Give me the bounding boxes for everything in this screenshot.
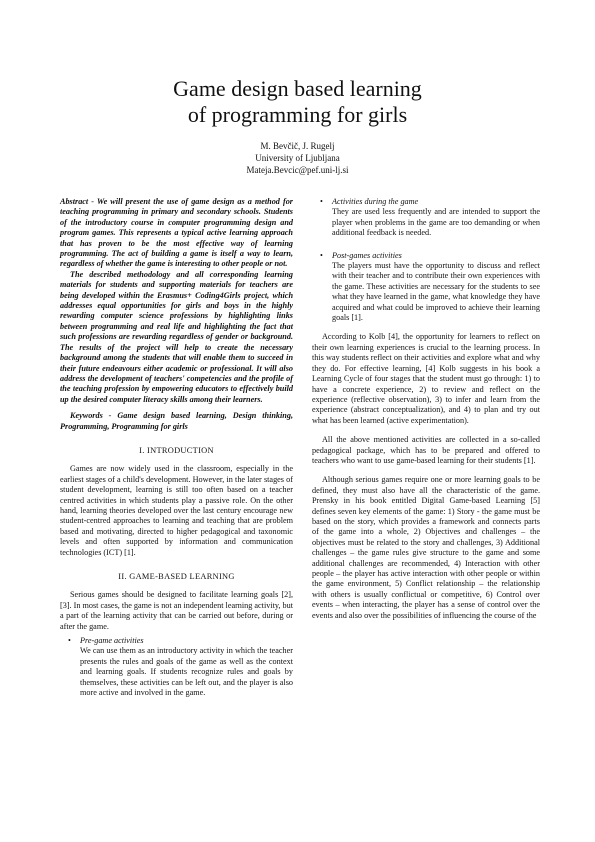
bullet-text: We can use them as an introductory activity in which the teacher presents the rules and goals of the game as well as the context and learning goals. If students recognize rules and goals by themselves, these activities can be left out, and the player is also more active and involved in the game. [80,646,293,698]
bullet-title: Post-games activities [332,250,402,260]
bullet-dot-icon: • [320,250,323,260]
right-column [312,197,540,621]
bullet-text: They are used less frequently and are intended to support the player when problems in the game are too demanding or when additional feedback is needed. [332,207,540,238]
bullet-dot-icon: • [320,197,323,206]
bullet-dot-icon: • [68,636,71,646]
pedagogical-package-paragraph: All the above mentioned activities are collected in a so-called pedagogical package, which has to be prepared and offered to teachers who want to use game-based learning for their students [1]. [312,435,540,465]
abstract-paragraph-2: The described methodology and all corresponding learning materials for students and supporting materials for teachers are being developed within the Erasmus+ Coding4Girls project, which addresses equal opportunities for girls and boys in the highly rewarding computer science professions by highlighting links between programming and real life and highlighting the fact that such professions are rewarding regardless of gender or background. The results of the project will help to create the necessary background among the students that will enable them to succeed in their future endeavours either academic or professional. It will also address the development of teachers' competencies and the profile of the teaching profession by empowering educators to effectively build up the desired computer literacy skills among their learners. [60,269,293,404]
intro-paragraph: Games are now widely used in the classroom, especially in the earliest stages of a child's development. However, in the later stages of student development, learning is still too often based on a teacher centred activities in which students play a passive role. On the other hand, learning theories developed over the last century encourage new student-centred approaches to learning and teaching that are problem based and motivating, directed to higher pedagogical and taxonomic levels and often supported by information and communication technologies (ICT) [1]. [60,464,293,557]
kolb-paragraph: According to Kolb [4], the opportunity for learners to reflect on their own learning experiences is crucial to the learning process. In this way students reflect on their activities and explore what and why they do. For effective learning, [4] Kolb suggests in his book a Learning Cycle of four stages that the student must go through: 1) to have a concrete experience, 2) to review and reflect on the experience (reflective observation), 3) to infer and learn from the experience (abstract conceptualization), and 4) to plan and try out what has been learned (active experimentation). [312,332,540,425]
abstract-paragraph-1: Abstract - We will present the use of game design as a method for teaching programming in primary and secondary schools. Students of the introductory course in computer programming design and program games. This represents a typical active learning approach that has proven to be the most effective way of learning programming. The act of building a game is itself a way to learn, regardless of whether the game is interesting to other people or not. [60,197,293,269]
gbl-paragraph: Serious games should be designed to facilitate learning goals [2], [3]. In most cases, the game is not an independent learning activity, but a part of the learning activity that can be carried out before, during or after the game. [60,590,293,631]
author-block [0,140,595,176]
bullet-title: Activities during the game [332,197,419,206]
paper-title [0,76,595,128]
bullet-title: Pre-game activities [80,636,144,646]
author-email: Mateja.Bevcic@pef.uni-lj.si [246,165,349,175]
left-column [60,197,293,698]
title-line-1: Game design based learning [173,76,422,101]
author-names: M. Bevčič, J. Rugelj [260,141,335,151]
bullet-text: The players must have the opportunity to discuss and reflect with their teacher and to contribute their own experiences with the game. These activities are necessary for the students to see what they have learned in the game, what knowledge they have acquired and what could be improved to achieve their learning goals [1]. [332,261,540,323]
section-heading-game-based-learning: II. GAME-BASED LEARNING [118,572,235,581]
section-heading-introduction: I. INTRODUCTION [139,445,214,455]
prensky-paragraph: Although serious games require one or more learning goals to be defined, they must also have all the characteristic of the game. Prensky in his book entitled Digital Game-based Learning [5] defines seven key elements of the game: 1) Story - the game must be based on the story, which provides a framework and connects parts of the game into a whole, 2) Objectives and challenges – the objectives must be related to the story and challenges, 3) Additional challenges – the game rules give structure to the game and some additional challenges are recommended, 4) Interaction with other people – the player has active interaction with other people or within the game environment, 5) Conflict relationship – the relationship with others is usually conflictual or competitive, 6) Control over events – when interacting, the player has a sense of control over the events and also over the possibilities of influencing the course of the [312,475,540,620]
bullet-pre-game [60,636,293,698]
bullet-post-game [312,251,540,324]
keywords: Keywords - Game design based learning, Design thinking, Programming, Programming for girls [60,411,293,431]
author-affiliation: University of Ljubljana [255,153,340,163]
bullet-during-game [312,197,540,239]
title-line-2: of programming for girls [187,102,408,127]
